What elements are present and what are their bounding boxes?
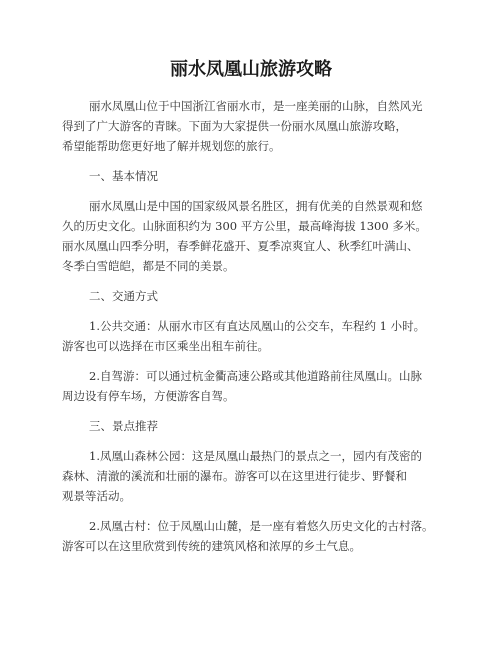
paragraph-line: 丽水凤凰山四季分明，春季鲜花盛开、夏季凉爽宜人、秋季红叶满山、 xyxy=(62,239,419,253)
paragraph-line: 游客可以在这里欣赏到传统的建筑风格和浓厚的乡土气息。 xyxy=(62,539,361,553)
section-heading-attractions: 三、景点推荐 xyxy=(89,419,158,433)
attraction-ancient-village-paragraph xyxy=(62,516,432,556)
paragraph-line: 2.自驾游：可以通过杭金衢高速公路或其他道路前往凤凰山。山脉 xyxy=(89,369,422,383)
section-heading-basic-info: 一、基本情况 xyxy=(89,169,158,183)
paragraph-line: 观景等活动。 xyxy=(62,489,131,503)
paragraph-line: 1.凤凰山森林公园：这是凤凰山最热门的景点之一，园内有茂密的 xyxy=(89,449,422,463)
paragraph-line: 冬季白雪皑皑，都是不同的美景。 xyxy=(62,259,235,273)
intro-line: 得到了广大游客的青睐。下面为大家提供一份丽水凤凰山旅游攻略， xyxy=(62,119,407,133)
paragraph-line: 森林、清澈的溪流和壮丽的瀑布。游客可以在这里进行徒步、野餐和 xyxy=(62,469,407,483)
paragraph-line: 久的历史文化。山脉面积约为 300 平方公里，最高峰海拔 1300 多米。 xyxy=(62,219,427,233)
transport-self-drive-paragraph xyxy=(62,366,432,406)
basic-info-paragraph xyxy=(62,196,432,276)
paragraph-line: 1.公共交通：从丽水市区有直达凤凰山的公交车，车程约 1 小时。 xyxy=(89,319,426,333)
attraction-forest-park-paragraph xyxy=(62,446,432,506)
page-title: 丽水凤凰山旅游攻略 xyxy=(170,59,332,80)
paragraph-line: 游客也可以选择在市区乘坐出租车前往。 xyxy=(62,339,269,353)
transport-public-paragraph xyxy=(62,316,432,356)
paragraph-line: 周边设有停车场，方便游客自驾。 xyxy=(62,389,235,403)
intro-line: 希望能帮助您更好地了解并规划您的旅行。 xyxy=(62,139,281,153)
paragraph-line: 2.凤凰古村：位于凤凰山山麓，是一座有着悠久历史文化的古村落。 xyxy=(89,519,434,533)
intro-line: 丽水凤凰山位于中国浙江省丽水市，是一座美丽的山脉，自然风光 xyxy=(89,99,423,113)
intro-paragraph xyxy=(62,96,432,156)
section-heading-transport: 二、交通方式 xyxy=(89,289,158,303)
paragraph-line: 丽水凤凰山是中国的国家级风景名胜区，拥有优美的自然景观和悠 xyxy=(89,199,423,213)
